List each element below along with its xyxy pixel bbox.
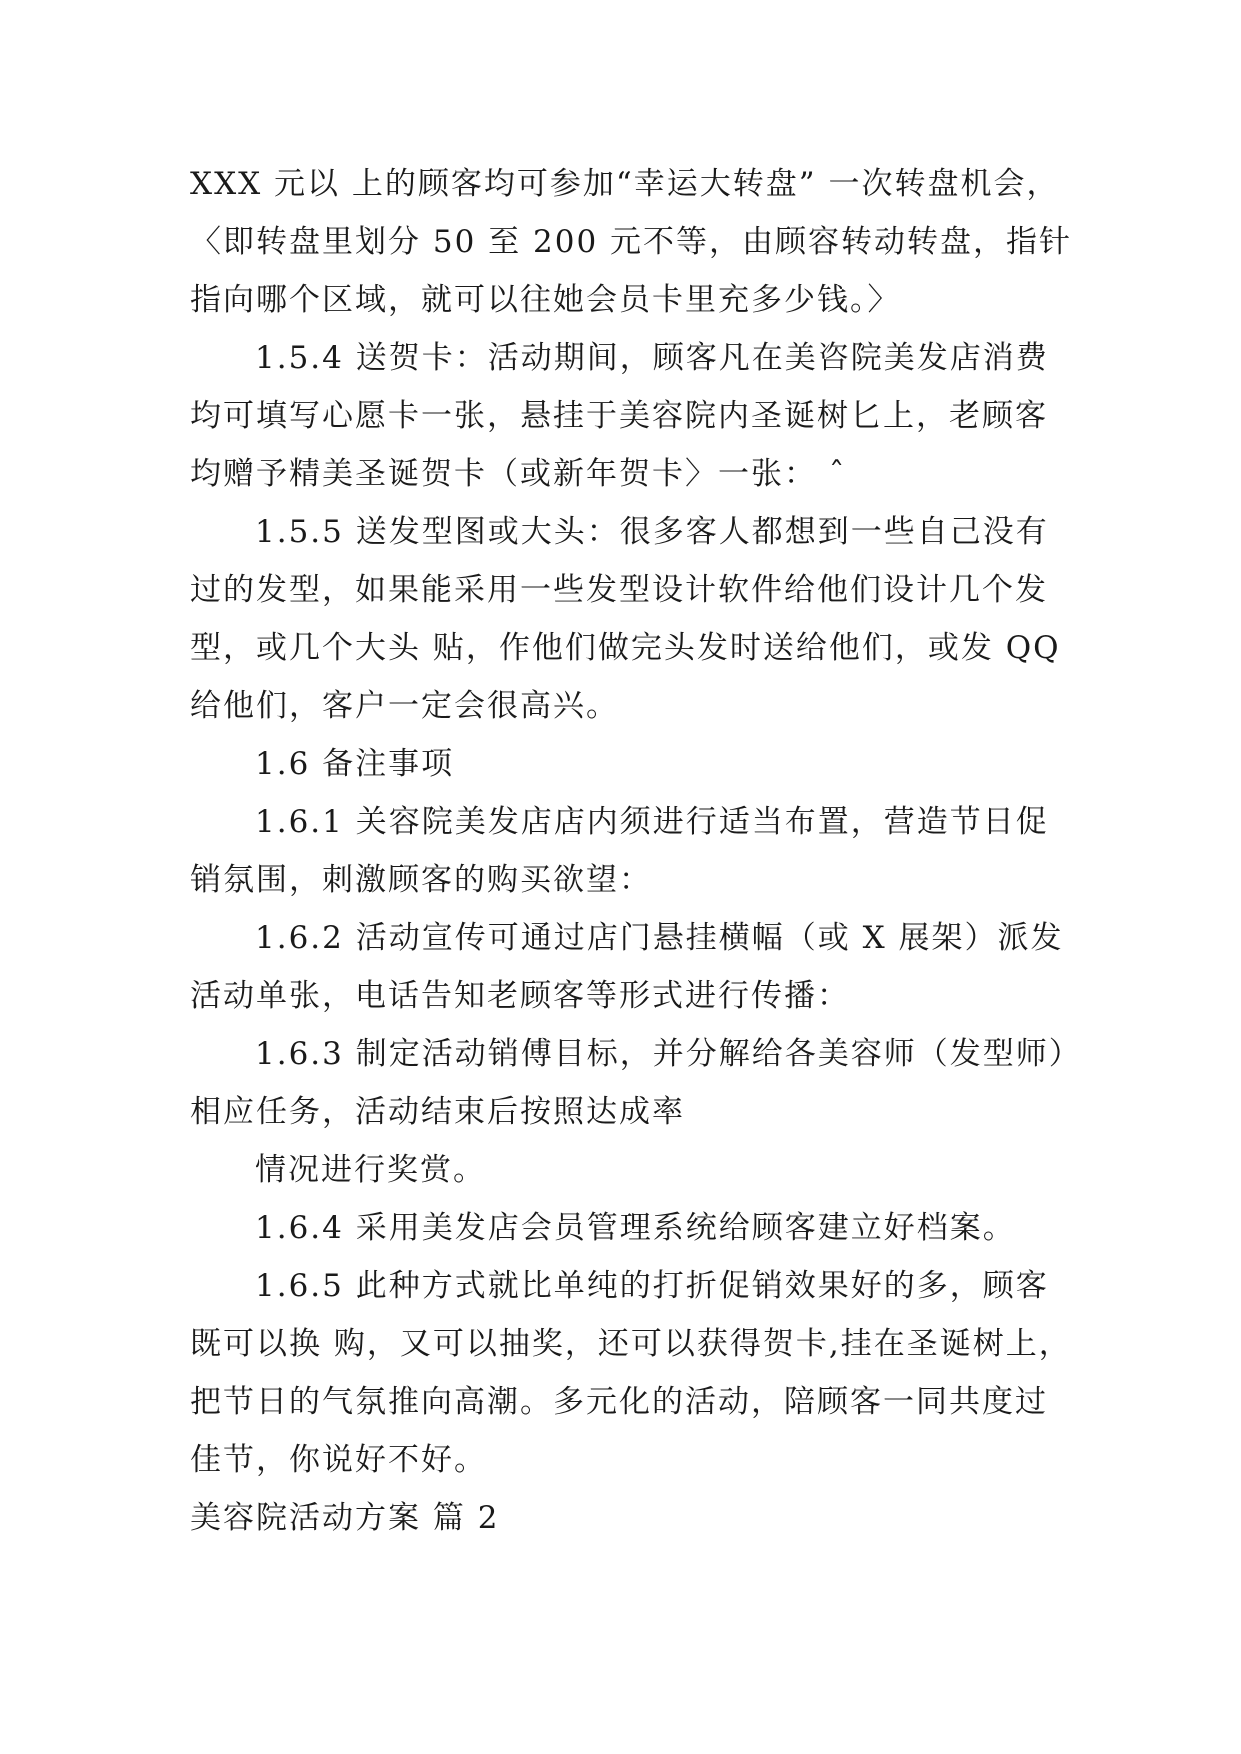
paragraph-line: 销氛围，刺激顾客的购买欲望： (190, 862, 652, 898)
paragraph-line: 相应任务，活动结束后按照达成率 (190, 1094, 685, 1130)
paragraph-line: 过的发型，如果能采用一些发型设计软件给他们设计几个发 (190, 572, 1048, 608)
paragraph-line: 1.6.4 采用美发店会员管理系统给顾客建立好档案。 (255, 1210, 1016, 1246)
section-heading: 1.6 备注事项 (255, 746, 455, 782)
paragraph-line: 1.5.5 送发型图或大头：很多客人都想到一些自己没有 (255, 514, 1049, 550)
paragraph-line: 情况进行奖赏。 (255, 1152, 486, 1188)
paragraph-line: 把节日的气氛推向高潮。多元化的活动，陪顾客一同共度过 (190, 1384, 1048, 1420)
paragraph-line: 指向哪个区域，就可以往她会员卡里充多少钱。〉 (190, 282, 901, 318)
paragraph-line: XXX 元以 上的顾客均可参加“幸运大转盘” 一次转盘机会， (190, 166, 1060, 202)
section-title: 美容院活动方案 篇 2 (190, 1500, 500, 1536)
paragraph-line: 1.6.3 制定活动销傅目标，并分解给各美容师（发型师） (255, 1036, 1082, 1072)
paragraph-line: 给他们，客户一定会很高兴。 (190, 688, 619, 724)
paragraph-line: 1.5.4 送贺卡：活动期间，顾客凡在美咨院美发店消费 (255, 340, 1049, 376)
paragraph-line: 〈即转盘里划分 50 至 200 元不等，由顾容转动转盘，指针 (190, 224, 1073, 260)
paragraph-line: 佳节，你说好不好。 (190, 1442, 487, 1478)
paragraph-line: 1.6.2 活动宣传可通过店门悬挂横幅（或 X 展架）派发 (255, 920, 1064, 956)
paragraph-line: 均可填写心愿卡一张，悬挂于美容院内圣诞树匕上，老顾客 (190, 398, 1048, 434)
paragraph-line: 型，或几个大头 贴，作他们做完头发时送给他们，或发 QQ (190, 630, 1061, 666)
paragraph-line: 均赠予精美圣诞贺卡（或新年贺卡〉一张： ˆ (190, 456, 847, 492)
paragraph-line: 既可以换 购，又可以抽奖，还可以获得贺卡,挂在圣诞树上， (190, 1326, 1072, 1362)
paragraph-line: 1.6.5 此种方式就比单纯的打折促销效果好的多，顾客 (255, 1268, 1049, 1304)
paragraph-line: 活动单张，电话告知老顾客等形式进行传播： (190, 978, 850, 1014)
paragraph-line: 1.6.1 关容院美发店店内须进行适当布置，营造节日促 (255, 804, 1049, 840)
